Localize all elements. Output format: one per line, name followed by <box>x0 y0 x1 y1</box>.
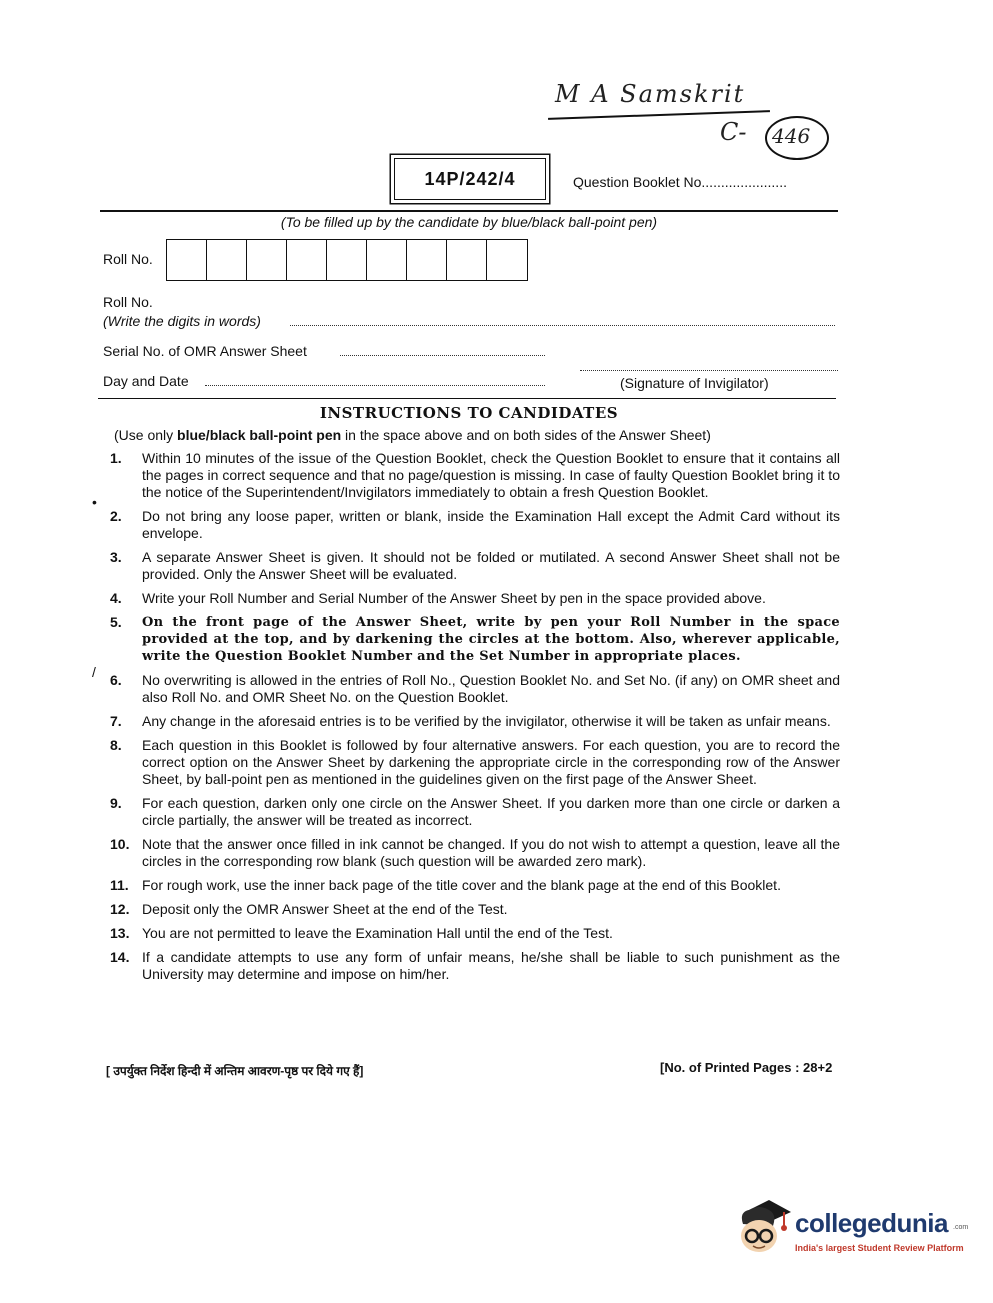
hindi-note: [ उपर्युक्त निर्देश हिन्दी में अन्तिम आवरण-पृष्ठ पर दिये गए हैं] <box>106 1064 364 1078</box>
logo-name: collegedunia <box>795 1208 948 1238</box>
instruction-number: 8. <box>110 737 122 753</box>
instruction-number: 12. <box>110 901 130 917</box>
instruction-item <box>110 949 840 983</box>
handwritten-subject: M A Samskrit <box>555 80 746 108</box>
intro-bold: blue/black ball-point pen <box>177 427 342 443</box>
instructions-intro <box>114 427 711 443</box>
instruction-number: 3. <box>110 549 122 565</box>
instructions-list <box>110 450 840 990</box>
roll-no-cell[interactable] <box>447 240 487 280</box>
instruction-text: If a candidate attempts to use any form of unfair means, he/she shall be liable to such punishment as the University may determine and impose on him/her. <box>142 949 840 982</box>
fill-note: (To be filled up by the candidate by blue/black ball-point pen) <box>280 214 658 230</box>
instruction-text: No overwriting is allowed in the entries of Roll No., Question Booklet No. and Set No. (if any) on OMR sheet and also Roll No. and OMR Sheet No. on the Question Booklet. <box>142 672 840 705</box>
margin-mark: • <box>92 494 97 510</box>
logo-tagline: India's largest Student Review Platform <box>795 1243 964 1253</box>
instruction-number: 1. <box>110 450 122 466</box>
instruction-text: Each question in this Booklet is followed by four alternative answers. For each question, you are to record the correct option on the Answer Sheet by darkening the appropriate circle in the corresponding row of the Answer Sheet, by ball-point pen as mentioned in the guidelines given on the first page of the Answer Sheet. <box>142 737 840 787</box>
instruction-text: Deposit only the OMR Answer Sheet at the end of the Test. <box>142 901 508 917</box>
printed-pages: [No. of Printed Pages : 28+2 <box>660 1060 833 1075</box>
instruction-number: 7. <box>110 713 122 729</box>
instruction-text: On the front page of the Answer Sheet, write by pen your Roll Number in the space provided at the top, and by darkening the circles at the bottom. Also, wherever applicable, write the Question Booklet Number and the Set Number in appropriate places. <box>142 615 840 664</box>
instruction-number: 10. <box>110 836 130 852</box>
roll-no-label: Roll No. <box>103 251 153 267</box>
instruction-text: Any change in the aforesaid entries is to be verified by the invigilator, otherwise it will be taken as unfair means. <box>142 713 831 729</box>
roll-no-cell[interactable] <box>407 240 447 280</box>
instruction-item <box>110 590 840 607</box>
logo-suffix: .com <box>953 1224 969 1231</box>
instruction-text: Within 10 minutes of the issue of the Question Booklet, check the Question Booklet to ensure that it contains all the pages in correct sequence and that no page/question is missing. In case of faulty Question Booklet bring it to the notice of the Superintendent/Invigilators immediately to obtain a fresh Question Booklet. <box>142 450 840 500</box>
instruction-item <box>110 795 840 829</box>
roll-no-words-line[interactable] <box>290 325 835 326</box>
booklet-code-box: 14P/242/4 <box>394 158 546 200</box>
instruction-number: 13. <box>110 925 130 941</box>
handwritten-code-prefix: C- <box>720 118 747 146</box>
day-date-label: Day and Date <box>103 373 189 389</box>
roll-no-cell[interactable] <box>287 240 327 280</box>
instruction-text: For each question, darken only one circle on the Answer Sheet. If you darken more than one circle or darken a circle partially, the answer will be treated as incorrect. <box>142 795 840 828</box>
instruction-number: 4. <box>110 590 122 606</box>
instruction-text: Note that the answer once filled in ink cannot be changed. If you do not wish to attempt a question, leave all the circles in the corresponding row blank (such question will be awarded zero mark). <box>142 836 840 869</box>
roll-no-boxes[interactable] <box>166 239 528 281</box>
roll-no-cell[interactable] <box>167 240 207 280</box>
intro-pre: (Use only <box>114 427 178 443</box>
signature-line[interactable] <box>580 370 838 371</box>
instruction-number: 14. <box>110 949 130 965</box>
instruction-text: Do not bring any loose paper, written or blank, inside the Examination Hall except the Admit Card without its envelope. <box>142 508 840 541</box>
instruction-item <box>110 508 840 542</box>
instructions-divider <box>98 398 836 399</box>
instruction-number: 2. <box>110 508 122 524</box>
instruction-text: Write your Roll Number and Serial Number of the Answer Sheet by pen in the space provided above. <box>142 590 766 606</box>
roll-no-cell[interactable] <box>487 240 527 280</box>
instruction-item <box>110 614 840 665</box>
instruction-item <box>110 672 840 706</box>
instruction-item <box>110 901 840 918</box>
margin-mark: / <box>92 664 96 680</box>
serial-no-line[interactable] <box>340 355 545 356</box>
instruction-number: 6. <box>110 672 122 688</box>
instruction-item <box>110 925 840 942</box>
instruction-number: 5. <box>110 614 122 630</box>
instruction-item <box>110 737 840 788</box>
roll-no-cell[interactable] <box>327 240 367 280</box>
header-divider <box>100 210 838 212</box>
roll-no-cell[interactable] <box>247 240 287 280</box>
roll-no-cell[interactable] <box>207 240 247 280</box>
instruction-number: 9. <box>110 795 122 811</box>
signature-label: (Signature of Invigilator) <box>620 375 769 391</box>
instruction-text: For rough work, use the inner back page of the title cover and the blank page at the end of this Booklet. <box>142 877 781 893</box>
roll-no-cell[interactable] <box>367 240 407 280</box>
instruction-item <box>110 877 840 894</box>
instruction-item <box>110 450 840 501</box>
instruction-item <box>110 836 840 870</box>
instruction-item <box>110 549 840 583</box>
intro-post: in the space above and on both sides of the Answer Sheet) <box>341 427 711 443</box>
question-booklet-no-label: Question Booklet No...................... <box>573 174 787 190</box>
collegedunia-logo-icon <box>735 1196 793 1258</box>
instructions-title: INSTRUCTIONS TO CANDIDATES <box>319 404 619 422</box>
instruction-number: 11. <box>110 877 129 893</box>
roll-no-words-label: Roll No. <box>103 294 153 310</box>
handwritten-code-number: 446 <box>772 124 811 148</box>
roll-no-words-hint: (Write the digits in words) <box>103 313 261 329</box>
instruction-text: A separate Answer Sheet is given. It should not be folded or mutilated. A second Answer Sheet shall not be provided. Only the Answer Sheet will be evaluated. <box>142 549 840 582</box>
serial-no-label: Serial No. of OMR Answer Sheet <box>103 343 307 359</box>
instruction-item <box>110 713 840 730</box>
day-date-line[interactable] <box>205 385 545 386</box>
instruction-text: You are not permitted to leave the Examination Hall until the end of the Test. <box>142 925 613 941</box>
